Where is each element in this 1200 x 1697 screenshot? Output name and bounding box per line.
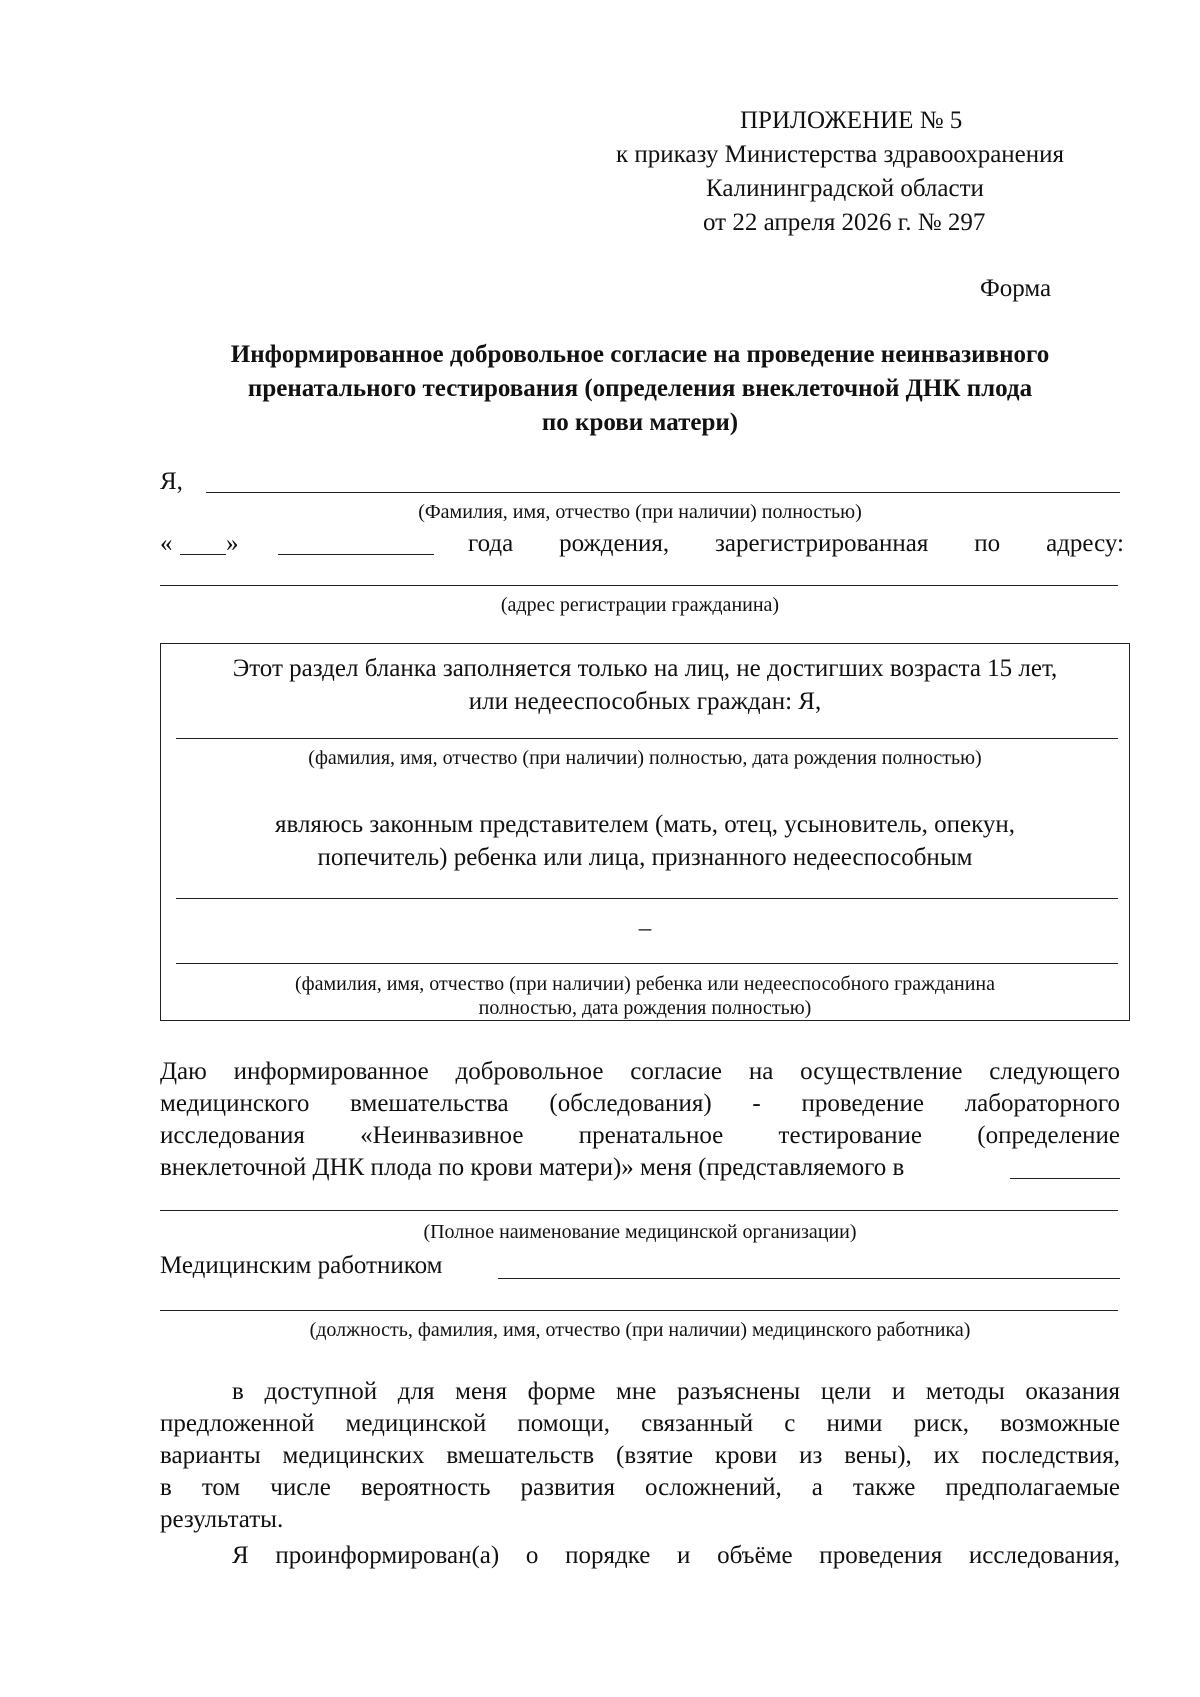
guardian-fio-caption: (фамилия, имя, отчество (при наличии) полностью, дата рождения полностью) <box>308 747 982 769</box>
paragraph-1-line-2: предложенной медицинской помощи, связанный с ними риск, возможные <box>160 1410 1120 1437</box>
paragraph-1-line-4: в том числе вероятность развития осложнений, а также предполагаемые <box>160 1474 1120 1501</box>
consent-word-4: тестирование <box>778 1122 922 1149</box>
ya-label: Я, <box>160 468 183 495</box>
consent-line-3 <box>160 1120 1120 1152</box>
consent-line-4: внеклеточной ДНК плода по крови матери)» меня (представляемого в <box>160 1154 905 1181</box>
org-name-field[interactable] <box>160 1210 1118 1211</box>
consent-line-1: Даю информированное добровольное согласие на осуществление следующего <box>160 1058 1120 1085</box>
consent-line-2: медицинского вмешательства (обследования) - проведение лабораторного <box>160 1090 1120 1117</box>
order-reference: к приказу Министерства здравоохранения <box>616 141 1065 168</box>
consent-word-1: исследования <box>160 1122 305 1149</box>
org-inline-field[interactable] <box>1010 1178 1120 1179</box>
paragraph-1-line-5: результаты. <box>160 1506 284 1533</box>
child-caption-line-1: (фамилия, имя, отчество (при наличии) ребенка или недееспособного гражданина <box>294 973 996 995</box>
worker-label: Медицинским работником <box>160 1252 443 1279</box>
worker-inline-field[interactable] <box>498 1278 1120 1279</box>
guardian-box-line-2: или недееспособных граждан: Я, <box>468 688 822 715</box>
address-caption: (адрес регистрации гражданина) <box>500 594 780 616</box>
birth-word-4: по <box>974 530 1001 557</box>
fio-field[interactable] <box>206 492 1120 493</box>
birth-word-1: года <box>468 530 514 557</box>
birth-word-3: зарегистрированная <box>715 530 929 557</box>
consent-word-2: «Неинвазивное <box>360 1122 524 1149</box>
guardian-fio-field[interactable] <box>176 738 1118 739</box>
paragraph-2-line-1: Я проинформирован(а) о порядке и объёме проведения исследования, <box>232 1542 1120 1569</box>
fio-caption: (Фамилия, имя, отчество (при наличии) полностью) <box>418 501 862 523</box>
title-line-3: по крови матери) <box>541 409 739 436</box>
worker-caption: (должность, фамилия, имя, отчество (при наличии) медицинского работника) <box>309 1319 971 1341</box>
title-line-2: пренатального тестирования (определения внеклеточной ДНК плода <box>247 375 1033 402</box>
birth-day-field[interactable] <box>180 554 226 555</box>
region-name: Калининградской области <box>706 175 984 202</box>
child-name-field[interactable] <box>176 898 1118 899</box>
title-line-1: Информированное добровольное согласие на проведение неинвазивного <box>230 341 1050 368</box>
child-caption-line-2: полностью, дата рождения полностью) <box>478 997 812 1019</box>
paragraph-1-line-3: варианты медицинских вмешательств (взятие крови из вены), их последствия, <box>160 1442 1120 1469</box>
day-quote-open: « <box>160 530 173 557</box>
child-birth-field[interactable] <box>176 963 1118 964</box>
form-label: Форма <box>980 275 1052 302</box>
birth-word-2: рождения, <box>559 530 670 557</box>
document-title <box>140 338 1140 440</box>
org-caption: (Полное наименование медицинской организации) <box>423 1221 857 1243</box>
appendix-number: ПРИЛОЖЕНИЕ № 5 <box>740 107 963 134</box>
address-field[interactable] <box>160 585 1118 586</box>
guardian-box-line-1: Этот раздел бланка заполняется только на лиц, не достигших возраста 15 лет, <box>232 655 1058 682</box>
representative-line-2: попечитель) ребенка или лица, признанного недееспособным <box>317 844 973 871</box>
birth-words <box>468 528 1124 560</box>
consent-word-5: (определение <box>977 1122 1120 1149</box>
consent-word-3: пренатальное <box>578 1122 724 1149</box>
dash-separator: – <box>638 915 652 942</box>
paragraph-1-line-1: в доступной для меня форме мне разъяснены цели и методы оказания <box>232 1378 1120 1405</box>
worker-name-field[interactable] <box>160 1310 1118 1311</box>
order-date: от 22 апреля 2026 г. № 297 <box>703 209 986 236</box>
day-quote-close: » <box>226 530 239 557</box>
representative-line-1: являюсь законным представителем (мать, отец, усыновитель, опекун, <box>274 811 1016 838</box>
birth-date-field[interactable] <box>278 554 434 555</box>
birth-word-5: адресу: <box>1046 530 1124 557</box>
